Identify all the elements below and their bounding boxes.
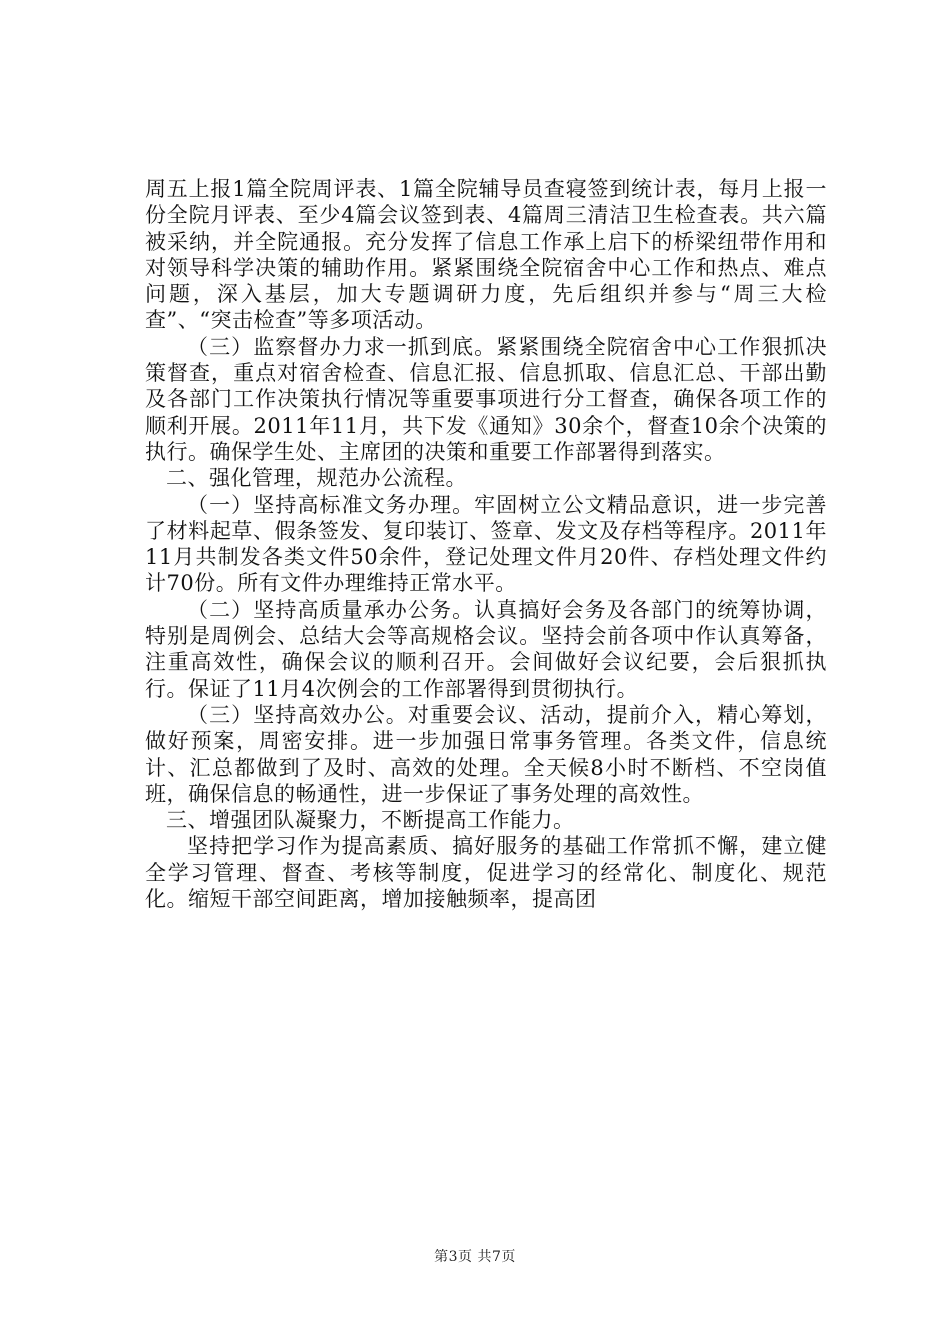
paragraph-document-handling: （一）坚持高标准文务办理。牢固树立公文精品意识，进一步完善了材料起草、假条签发、复印装订、签章、发文及存档等程序。2011年11月共制发各类文件50余件，登记处理文件月20件、存档处理文件约计70份。所有文件办理维持正常水平。 xyxy=(145,492,827,596)
paragraph-continuation: 周五上报1篇全院周评表、1篇全院辅导员查寝签到统计表，每月上报一份全院月评表、至少4篇会议签到表、4篇周三清洁卫生检查表。共六篇被采纳，并全院通报。充分发挥了信息工作承上启下的桥梁纽带作用和对领导科学决策的辅助作用。紧紧围绕全院宿舍中心工作和热点、难点问题，深入基层，加大专题调研力度，先后组织并参与“周三大检查”、“突击检查”等多项活动。 xyxy=(145,177,827,333)
paragraph-supervision: （三）监察督办力求一抓到底。紧紧围绕全院宿舍中心工作狠抓决策督查，重点对宿舍检查、信息汇报、信息抓取、信息汇总、干部出勤及各部门工作决策执行情况等重要事项进行分工督查，确保各项工作的顺利开展。2011年11月，共下发《通知》30余个，督查10余个决策的执行。确保学生处、主席团的决策和重要工作部署得到落实。 xyxy=(145,334,827,464)
page-number-footer: 第3页 共7页 xyxy=(434,1249,516,1265)
section-heading-team: 三、增强团队凝聚力，不断提高工作能力。 xyxy=(166,808,575,833)
paragraph-official-business: （二）坚持高质量承办公务。认真搞好会务及各部门的统筹协调，特别是周例会、总结大会等高规格会议。坚持会前各项中作认真筹备，注重高效性，确保会议的顺利召开。会间做好会议纪要，会后狠抓执行。保证了11月4次例会的工作部署得到贯彻执行。 xyxy=(145,597,827,701)
document-body xyxy=(145,176,827,912)
paragraph-efficient-office: （三）坚持高效办公。对重要会议、活动，提前介入，精心筹划，做好预案，周密安排。进一步加强日常事务管理。各类文件，信息统计、汇总都做到了及时、高效的处理。全天候8小时不断档、不空岗值班，确保信息的畅通性，进一步保证了事务处理的高效性。 xyxy=(145,702,827,806)
paragraph-learning: 坚持把学习作为提高素质、搞好服务的基础工作常抓不懈，建立健全学习管理、督查、考核等制度，促进学习的经常化、制度化、规范化。缩短干部空间距离，增加接触频率，提高团 xyxy=(145,834,827,912)
section-heading-management: 二、强化管理，规范办公流程。 xyxy=(166,466,467,491)
